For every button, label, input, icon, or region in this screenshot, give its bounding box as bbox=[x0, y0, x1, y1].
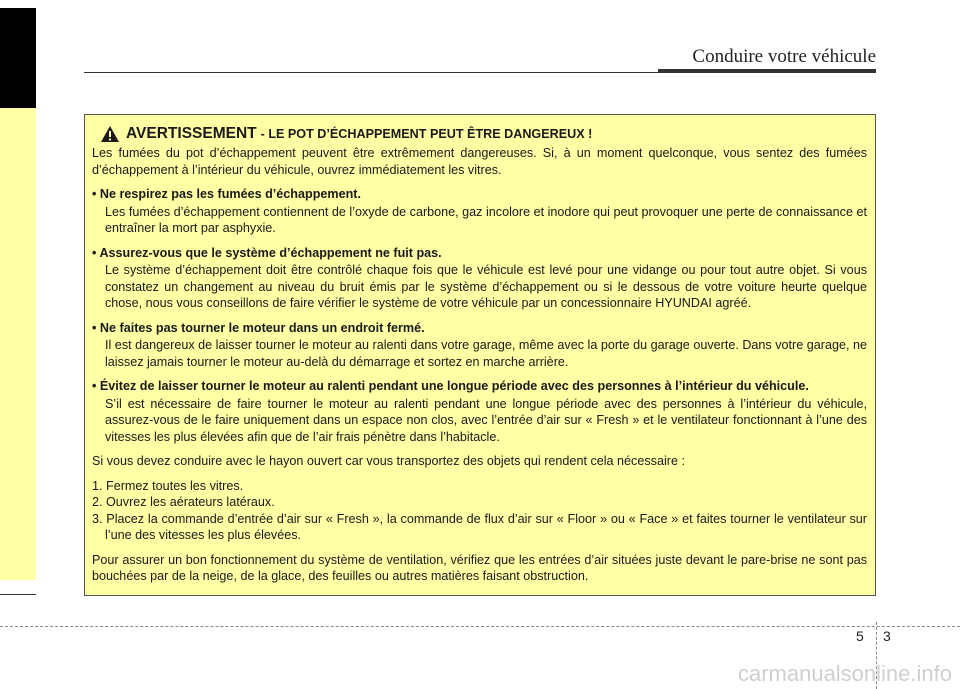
header-rule bbox=[84, 72, 658, 73]
bullet-item bbox=[92, 186, 867, 237]
warning-label: AVERTISSEMENT bbox=[126, 124, 257, 142]
list-item: 2. Ouvrez les aérateurs latéraux. bbox=[92, 495, 275, 509]
warning-heading: - LE POT D’ÉCHAPPEMENT PEUT ÊTRE DANGEREUX ! bbox=[260, 126, 593, 141]
closing-paragraph: Pour assurer un bon fonctionnement du système de ventilation, vérifiez que les entrées d’air situées juste devant le pare-brise ne sont pas bouchées par de la neige, de la glace, des feuilles ou autres matières faisant obstruction. bbox=[92, 552, 867, 583]
bullet-body: Le système d’échappement doit être contrôlé chaque fois que le véhicule est levé pour une vidange ou pour tout autre objet. Si vous constatez un changement au niveau du bruit émis par le système d’échappement ou si le dessous de votre voiture heurte quelque chose, nous vous conseillons de faire vérifier le système de votre véhicule par un concessionnaire HYUNDAI agréé. bbox=[105, 263, 867, 310]
list-item: 3. Placez la commande d’entrée d’air sur « Fresh », la commande de flux d’air sur « Floor » ou « Face » et faites tourner le ventilateur sur l’une des vitesses les plus élevées. bbox=[92, 511, 867, 542]
bullet-item bbox=[92, 320, 867, 371]
bullet-head: • Ne respirez pas les fumées d’échappement. bbox=[92, 187, 361, 201]
footer-rule bbox=[0, 626, 960, 627]
warning-intro: Les fumées du pot d’échappement peuvent être extrêmement dangereuses. Si, à un moment quelconque, vous sentez des fumées d’échappement à l’intérieur du véhicule, ouvrez immédiatement les vitres. bbox=[92, 146, 867, 177]
bullet-head: • Évitez de laisser tourner le moteur au ralenti pendant une longue période avec des personnes à l’intérieur du véhicule. bbox=[92, 379, 809, 393]
bullet-body: Il est dangereux de laisser tourner le moteur au ralenti dans votre garage, même avec la porte du garage ouverte. Dans votre garage, ne laissez jamais tourner le moteur au-delà du démarrage et sortez en marche arrière. bbox=[105, 338, 867, 369]
left-margin-rule bbox=[0, 594, 36, 595]
page-number: 3 bbox=[883, 628, 891, 644]
steps-list bbox=[92, 478, 867, 544]
bullet-item bbox=[92, 378, 867, 445]
chapter-number: 5 bbox=[856, 628, 864, 644]
chapter-tab-yellow bbox=[0, 108, 36, 580]
warning-title bbox=[100, 125, 867, 143]
bullet-body: S’il est nécessaire de faire tourner le moteur au ralenti pendant une longue période avec des personnes à l’intérieur du véhicule, assurez-vous de le faire uniquement dans un espace non clos, avec l’entrée d’air sur « Fresh » et le ventilateur fonctionnant à l’une des vitesses les plus élevées afin que de l’air frais pénètre dans l’habitacle. bbox=[105, 396, 867, 444]
bullet-item bbox=[92, 245, 867, 312]
header-rule-thick bbox=[658, 69, 876, 73]
section-title: Conduire votre véhicule bbox=[692, 46, 876, 67]
list-item: 1. Fermez toutes les vitres. bbox=[92, 478, 244, 493]
chapter-tab-black bbox=[0, 8, 36, 108]
hatch-intro: Si vous devez conduire avec le hayon ouvert car vous transportez des objets qui rendent cela nécessaire : bbox=[92, 454, 685, 468]
bullet-head: • Ne faites pas tourner le moteur dans un endroit fermé. bbox=[92, 320, 425, 335]
bullet-head: • Assurez-vous que le système d’échappement ne fuit pas. bbox=[92, 245, 442, 260]
warning-triangle-icon bbox=[100, 125, 120, 143]
watermark: carmanualsonline.info bbox=[737, 661, 952, 686]
warning-box bbox=[84, 114, 876, 596]
bullet-body: Les fumées d’échappement contiennent de l’oxyde de carbone, gaz incolore et inodore qui peut provoquer une perte de connaissance et entraîner la mort par asphyxie. bbox=[105, 204, 867, 235]
